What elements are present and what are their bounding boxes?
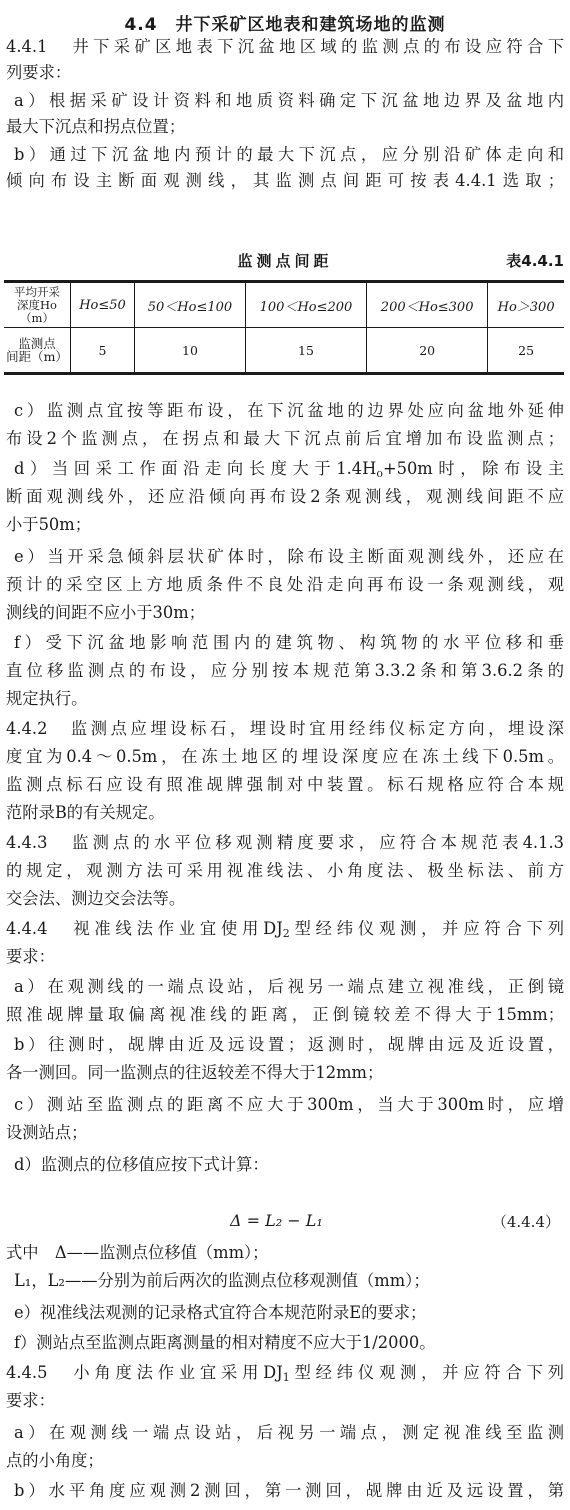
clause-4-4-1-line: 4.4.1 井下采矿区地表下沉盆地区域的监测点的布设应符合下	[6, 37, 564, 56]
text-line: 设测站点；	[6, 1123, 88, 1142]
formula-legend-line: L₁，L₂——分别为前后两次的监测点位移观测值（mm）；	[14, 1271, 430, 1290]
item-b-line: b）通过下沉盆地内预计的最大下沉点，应分别沿矿体走向和	[14, 145, 564, 164]
text-line: 最大下沉点和拐点位置；	[6, 117, 186, 136]
table-cell: 100＜Ho≤200	[245, 282, 366, 328]
table-cell: 10	[135, 328, 246, 374]
clause-4-4-4-line: 4.4.4 视准线法作业宜使用$DJ_2$型经纬仪观测，并应符合下列	[6, 919, 564, 940]
text-line: 小于50m；	[6, 515, 91, 534]
text-line: 点的小角度；	[6, 1451, 104, 1470]
clause-4-4-5-line: 4.4.5 小角度法作业宜采用$DJ_1$型经纬仪观测，并应符合下列	[6, 1363, 564, 1384]
monitoring-spacing-table	[4, 280, 564, 375]
text-line: 列要求：	[6, 63, 72, 82]
item-e-line: e）当开采急倾斜层状矿体时，除布设主断面观测线外，还应在	[14, 547, 564, 566]
item-a-line: a）在观测线的一端点设站，后视另一端点建立视准线，正倒镜	[14, 977, 564, 996]
text-line: 要求：	[6, 1391, 55, 1410]
depth-header-cell: 平均开采 深度Ho （m）	[4, 282, 71, 328]
text-line: 预计的采空区上方地质条件不良处沿走向再布设一条观测线，观	[6, 575, 564, 594]
item-b-line: b）往测时，觇牌由近及远设置；返测时，觇牌由远及近设置，	[14, 1035, 564, 1054]
item-b-line: b）水平角度应观测2测回，第一测回，觇牌由近及远设置，第	[14, 1481, 564, 1500]
text-line: 交会法、测边交会法等。	[6, 889, 186, 908]
item-f-line: f）受下沉盆地影响范围内的建筑物、构筑物的水平位移和垂	[14, 633, 564, 652]
table-cell: 200＜Ho≤300	[367, 282, 488, 328]
table-cell: 50＜Ho≤100	[135, 282, 246, 328]
text-line: 度宜为0.4～0.5m，在冻土地区的埋设深度应在冻土线下0.5m。	[6, 747, 564, 766]
text-line: 的规定，观测方法可采用视准线法、小角度法、极坐标法、前方	[6, 861, 564, 880]
spacing-header-cell: 监测点 间距（m）	[4, 328, 71, 374]
item-c-line: c）测站至监测点的距离不应大于300m，当大于300m时，应增	[14, 1095, 564, 1114]
table-row	[4, 328, 564, 374]
table-number: 表4.4.1	[506, 252, 564, 270]
item-d-line: d）监测点的位移值应按下式计算：	[14, 1155, 269, 1174]
table-cell: Ho＞300	[488, 282, 564, 328]
table-title: 监测点间距	[237, 252, 333, 270]
item-a-line: a）在观测线一端点设站，后视另一端点，测定视准线至监测	[14, 1423, 564, 1442]
item-c-line: c）监测点宜按等距布设，在下沉盆地的边界处应向盆地外延伸	[14, 401, 564, 420]
item-f-line: f）测站点至监测点距离测量的相对精度不应大于1/2000。	[14, 1333, 436, 1352]
text-line: 倾向布设主断面观测线，其监测点间距可按表4.4.1选取；	[6, 171, 564, 190]
table-cell: 20	[367, 328, 488, 374]
table-cell: 15	[245, 328, 366, 374]
table-cell: Ho≤50	[71, 282, 135, 328]
text-line: 断面观测线外，还应沿倾向再布设2条观测线，观测线间距不应	[6, 487, 564, 506]
item-a-line: a）根据采矿设计资料和地质资料确定下沉盆地边界及盆地内	[14, 91, 564, 110]
formula-number: （4.4.4）	[491, 1213, 560, 1231]
item-e-line: e）视准线法观测的记录格式宜符合本规范附录E的要求；	[14, 1303, 427, 1322]
text-line: 规定执行。	[6, 689, 88, 708]
formula: Δ = L₂ − L₁	[230, 1211, 323, 1230]
text-line: 直位移监测点的布设，应分别按本规范第3.3.2条和第3.6.2条的	[6, 661, 564, 680]
table-cell: 25	[488, 328, 564, 374]
text-line: 照准觇牌量取偏离视准线的距离，正倒镜较差不得大于15mm；	[6, 1005, 564, 1024]
text-line: 测线的间距不应小于30m；	[6, 603, 205, 622]
clause-4-4-3-line: 4.4.3 监测点的水平位移观测精度要求，应符合本规范表4.1.3	[6, 833, 564, 852]
table-row	[4, 282, 564, 328]
table-caption	[6, 250, 564, 272]
text-line: 布设2个监测点，在拐点和最大下沉点前后宜增加布设监测点；	[6, 429, 564, 448]
clause-4-4-2-line: 4.4.2 监测点应埋设标石，埋设时宜用经纬仪标定方向，埋设深	[6, 719, 564, 738]
text-line: 监测点标石应设有照准觇牌强制对中装置。标石规格应符合本规	[6, 775, 564, 794]
section-title: 4.4 井下采矿区地表和建筑场地的监测	[124, 15, 446, 35]
table-cell: 5	[71, 328, 135, 374]
text-line: 范附录B的有关规定。	[6, 803, 165, 822]
formula-legend-line: 式中 Δ——监测点位移值（mm）；	[6, 1243, 269, 1262]
text-line: 各一测回。同一监测点的往返较差不得大于12mm；	[6, 1063, 384, 1082]
item-d-line: d）当回采工作面沿走向长度大于$1.4H_o+50m$时，除布设主	[14, 459, 564, 480]
text-line: 要求：	[6, 947, 55, 966]
